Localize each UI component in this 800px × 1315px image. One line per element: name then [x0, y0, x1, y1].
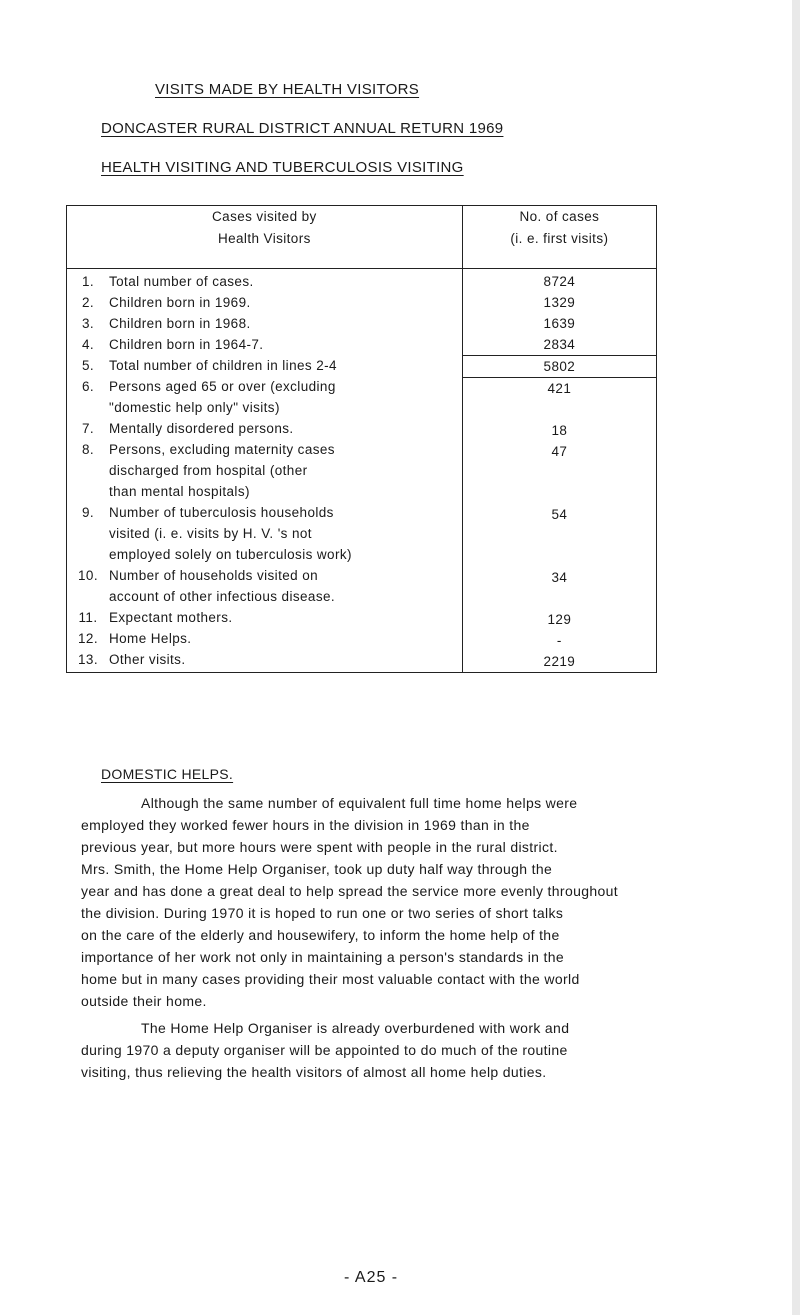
page-subtitle: DONCASTER RURAL DISTRICT ANNUAL RETURN 1969	[101, 120, 504, 137]
row-number: 2.	[81, 295, 95, 310]
spacer	[463, 525, 656, 546]
row-label: Number of households visited on	[109, 568, 319, 583]
row-number: 13.	[78, 652, 98, 667]
row-number: 1.	[81, 274, 95, 289]
spacer	[463, 483, 656, 504]
table-header-row	[67, 206, 657, 269]
row-label-continued: employed solely on tuberculosis work)	[109, 547, 352, 562]
row-value: 8724	[543, 274, 576, 289]
paragraph-line: on the care of the elderly and housewifery, to inform the home help of the	[81, 927, 560, 943]
domestic-helps-paragraph-1	[81, 792, 741, 1012]
page-number: - A25 -	[344, 1269, 399, 1286]
row-label-continued: than mental hospitals)	[109, 484, 250, 499]
row-value: 34	[551, 570, 568, 585]
row-value: 54	[551, 507, 568, 522]
table-row	[67, 649, 462, 670]
col1-header-line2: Health Visitors	[217, 231, 311, 246]
table-row	[67, 334, 462, 355]
row-value: 421	[547, 381, 572, 396]
row-value: 18	[551, 423, 568, 438]
row-value: -	[556, 633, 562, 648]
paragraph-line: Although the same number of equivalent full time home helps were	[141, 795, 578, 811]
paragraph-line: outside their home.	[81, 993, 207, 1009]
paragraph-line: importance of her work not only in maintaining a person's standards in the	[81, 949, 565, 965]
col2-header	[462, 206, 656, 269]
paragraph-line: during 1970 a deputy organiser will be appointed to do much of the routine	[81, 1042, 568, 1058]
values-group-6-13	[463, 378, 656, 672]
col2-header-line1: No. of cases	[519, 209, 600, 224]
row-label-continued: "domestic help only" visits)	[109, 400, 280, 415]
row-label: Mentally disordered persons.	[109, 421, 294, 436]
table-row	[67, 376, 462, 397]
table-row	[67, 502, 462, 523]
row-label: Total number of cases.	[109, 274, 254, 289]
row-label: Expectant mothers.	[109, 610, 233, 625]
row-number: 9.	[81, 505, 95, 520]
values-group-1-4	[463, 269, 656, 356]
row-number: 6.	[81, 379, 95, 394]
spacer	[463, 588, 656, 609]
row-label: Persons, excluding maternity cases	[109, 442, 335, 457]
row-label-continued: account of other infectious disease.	[109, 589, 336, 604]
row-number: 4.	[81, 337, 95, 352]
paragraph-line: employed they worked fewer hours in the division in 1969 than in the	[81, 817, 530, 833]
row-value: 1639	[543, 316, 576, 331]
row-label: Children born in 1964-7.	[109, 337, 264, 352]
spacer	[463, 546, 656, 567]
values-group-5	[463, 356, 656, 378]
paragraph-line: home but in many cases providing their most valuable contact with the world	[81, 971, 580, 987]
row-label: Other visits.	[109, 652, 186, 667]
col2-header-line2: (i. e. first visits)	[510, 231, 609, 246]
row-label: Home Helps.	[109, 631, 192, 646]
row-value: 2219	[543, 654, 576, 669]
domestic-helps-paragraph-2	[81, 1017, 741, 1083]
row-number: 7.	[81, 421, 95, 436]
row-number: 11.	[78, 610, 98, 625]
row-number: 12.	[78, 631, 98, 646]
row-label: Persons aged 65 or over (excluding	[109, 379, 336, 394]
page-title: VISITS MADE BY HEALTH VISITORS	[155, 81, 420, 98]
labels-column	[67, 269, 463, 673]
visits-table	[66, 205, 657, 673]
col1-header	[67, 206, 463, 269]
table-row	[67, 607, 462, 628]
page-edge	[792, 0, 800, 1315]
table-row	[67, 355, 462, 376]
table-row	[67, 271, 462, 292]
row-label-continued: discharged from hospital (other	[109, 463, 308, 478]
table-row	[67, 565, 462, 586]
row-number: 10.	[78, 568, 98, 583]
row-label: Total number of children in lines 2-4	[109, 358, 337, 373]
row-number: 3.	[81, 316, 95, 331]
table-row	[67, 628, 462, 649]
row-number: 8.	[81, 442, 95, 457]
values-column	[462, 269, 656, 673]
col1-header-line1: Cases visited by	[212, 209, 317, 224]
domestic-helps-title: DOMESTIC HELPS.	[101, 766, 234, 782]
table-row	[67, 418, 462, 439]
row-value: 1329	[543, 295, 576, 310]
row-value: 5802	[543, 359, 576, 374]
spacer	[463, 399, 656, 420]
row-label-continued: visited (i. e. visits by H. V. 's not	[109, 526, 312, 541]
spacer	[463, 462, 656, 483]
paragraph-line: previous year, but more hours were spent with people in the rural district.	[81, 839, 558, 855]
table-row	[67, 439, 462, 460]
table-body	[67, 269, 657, 673]
section-heading: HEALTH VISITING AND TUBERCULOSIS VISITING	[101, 159, 464, 176]
paragraph-line: The Home Help Organiser is already overburdened with work and	[141, 1020, 570, 1036]
row-value: 47	[551, 444, 568, 459]
row-number: 5.	[81, 358, 95, 373]
table-row	[67, 292, 462, 313]
row-label: Number of tuberculosis households	[109, 505, 334, 520]
row-value: 129	[547, 612, 572, 627]
paragraph-line: visiting, thus relieving the health visitors of almost all home help duties.	[81, 1064, 547, 1080]
paragraph-line: the division. During 1970 it is hoped to run one or two series of short talks	[81, 905, 564, 921]
row-label: Children born in 1969.	[109, 295, 251, 310]
table-row	[67, 313, 462, 334]
paragraph-line: year and has done a great deal to help spread the service more evenly throughout	[81, 883, 618, 899]
row-value: 2834	[543, 337, 576, 352]
row-label: Children born in 1968.	[109, 316, 251, 331]
paragraph-line: Mrs. Smith, the Home Help Organiser, took up duty half way through the	[81, 861, 553, 877]
